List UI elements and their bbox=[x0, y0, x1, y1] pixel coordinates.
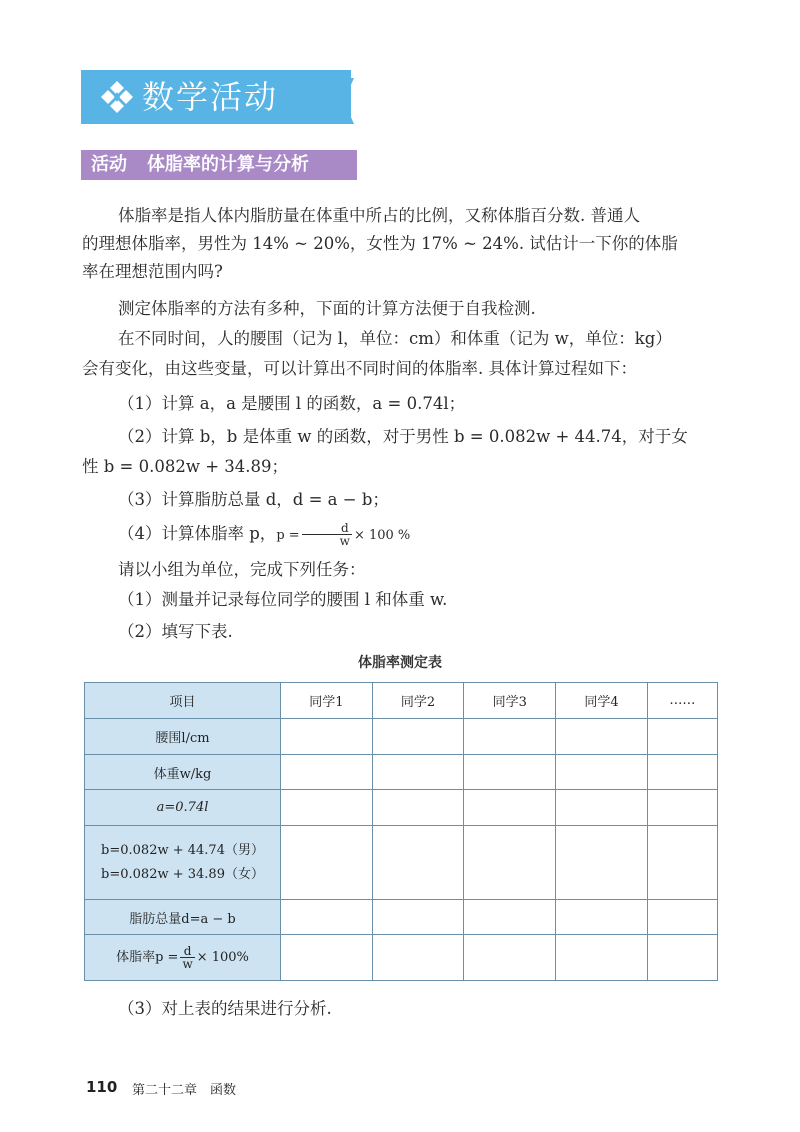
table-cell[interactable] bbox=[372, 790, 464, 826]
paragraph-variables-line2: 会有变化，由这些变量，可以计算出不同时间的体脂率. 具体计算过程如下： bbox=[82, 359, 637, 378]
row-label-fat: 脂肪总量d=a − b bbox=[85, 900, 281, 935]
task-intro: 请以小组为单位，完成下列任务： bbox=[118, 560, 366, 579]
table-cell[interactable] bbox=[281, 935, 373, 981]
table-cell[interactable] bbox=[647, 755, 717, 790]
task-2: （2）填写下表. bbox=[118, 622, 233, 641]
table-row bbox=[85, 900, 718, 935]
paragraph-methods: 测定体脂率的方法有多种，下面的计算方法便于自我检测. bbox=[118, 299, 536, 318]
table-cell[interactable] bbox=[556, 935, 648, 981]
activity-label: 活动 bbox=[91, 154, 127, 175]
row-label-waist: 腰围l/cm bbox=[85, 719, 281, 755]
activity-title: 体脂率的计算与分析 bbox=[147, 154, 309, 175]
table-cell[interactable] bbox=[281, 719, 373, 755]
rate-numerator: d bbox=[180, 945, 194, 958]
page-number: 110 bbox=[86, 1078, 118, 1096]
header-student-4: 同学4 bbox=[556, 683, 648, 719]
row-label-a: a=0.74l bbox=[85, 790, 281, 826]
table-row bbox=[85, 935, 718, 981]
rate-fraction bbox=[180, 945, 194, 970]
paragraph-intro-line1: 体脂率是指人体内脂肪量在体重中所占的比例，又称体脂百分数. 普通人 bbox=[118, 206, 640, 225]
step-4-fraction bbox=[302, 522, 352, 547]
table-cell[interactable] bbox=[464, 935, 556, 981]
step-4-denominator: w bbox=[339, 534, 350, 548]
step-4-suffix: × 100 % bbox=[353, 528, 411, 543]
header-student-1: 同学1 bbox=[281, 683, 373, 719]
step-2-line1: （2）计算 b，b 是体重 w 的函数，对于男性 b = 0.082w + 44.74，对于女 bbox=[118, 427, 688, 446]
row-label-b-male: b=0.082w + 44.74（男） bbox=[101, 842, 264, 858]
step-4 bbox=[82, 520, 722, 550]
row-label-b-female: b=0.082w + 34.89（女） bbox=[101, 866, 264, 882]
table-cell[interactable] bbox=[372, 900, 464, 935]
rate-suffix: × 100% bbox=[196, 950, 249, 965]
table-cell[interactable] bbox=[464, 900, 556, 935]
table-cell[interactable] bbox=[556, 826, 648, 900]
table-cell[interactable] bbox=[281, 790, 373, 826]
table-cell[interactable] bbox=[281, 900, 373, 935]
table-cell[interactable] bbox=[647, 900, 717, 935]
table-cell[interactable] bbox=[464, 755, 556, 790]
step-3: （3）计算脂肪总量 d，d = a − b； bbox=[118, 490, 389, 509]
body-fat-table bbox=[84, 682, 718, 981]
step-4-numerator: d bbox=[302, 522, 352, 535]
table-cell[interactable] bbox=[372, 935, 464, 981]
table-cell[interactable] bbox=[647, 790, 717, 826]
table-row bbox=[85, 826, 718, 900]
table-cell[interactable] bbox=[556, 790, 648, 826]
rate-prefix: 体脂率p = bbox=[116, 950, 179, 965]
header-more: …… bbox=[647, 683, 717, 719]
table-cell[interactable] bbox=[281, 755, 373, 790]
table-cell[interactable] bbox=[647, 719, 717, 755]
step-1: （1）计算 a，a 是腰围 l 的函数，a = 0.74l； bbox=[118, 394, 466, 413]
banner-title: 数学活动 bbox=[142, 78, 279, 116]
diamond-cluster-icon bbox=[100, 80, 134, 114]
task-3: （3）对上表的结果进行分析. bbox=[118, 999, 332, 1018]
task-1: （1）测量并记录每位同学的腰围 l 和体重 w. bbox=[118, 590, 448, 609]
paragraph-variables-line1: 在不同时间，人的腰围（记为 l，单位：cm）和体重（记为 w，单位：kg） bbox=[118, 329, 672, 348]
header-student-3: 同学3 bbox=[464, 683, 556, 719]
table-row bbox=[85, 719, 718, 755]
row-label-b bbox=[85, 826, 281, 900]
header-item: 项目 bbox=[85, 683, 281, 719]
paragraph-intro-line2: 的理想体脂率，男性为 14% ~ 20%，女性为 17% ~ 24%. 试估计一下你的体脂 bbox=[82, 234, 678, 253]
activity-heading bbox=[81, 150, 357, 180]
step-4-p: p = bbox=[276, 528, 300, 543]
table-cell[interactable] bbox=[556, 755, 648, 790]
table-header-row bbox=[85, 683, 718, 719]
table-cell[interactable] bbox=[372, 826, 464, 900]
table-cell[interactable] bbox=[281, 826, 373, 900]
table-cell[interactable] bbox=[464, 790, 556, 826]
table-cell[interactable] bbox=[372, 719, 464, 755]
rate-denominator: w bbox=[182, 957, 193, 971]
row-label-rate bbox=[85, 935, 281, 981]
row-label-weight: 体重w/kg bbox=[85, 755, 281, 790]
table-title: 体脂率测定表 bbox=[358, 655, 442, 671]
header-student-2: 同学2 bbox=[372, 683, 464, 719]
table-cell[interactable] bbox=[556, 719, 648, 755]
table-row bbox=[85, 755, 718, 790]
table-cell[interactable] bbox=[372, 755, 464, 790]
chapter-title: 第二十二章 函数 bbox=[132, 1083, 237, 1098]
table-cell[interactable] bbox=[556, 900, 648, 935]
step-4-prefix: （4）计算体脂率 p， bbox=[118, 524, 277, 543]
step-2-line2: 性 b = 0.082w + 34.89； bbox=[82, 457, 289, 476]
table-cell[interactable] bbox=[647, 935, 717, 981]
paragraph-intro-line3: 率在理想范围内吗? bbox=[82, 262, 223, 281]
table-cell[interactable] bbox=[464, 719, 556, 755]
table-cell[interactable] bbox=[464, 826, 556, 900]
table-row bbox=[85, 790, 718, 826]
table-cell[interactable] bbox=[647, 826, 717, 900]
